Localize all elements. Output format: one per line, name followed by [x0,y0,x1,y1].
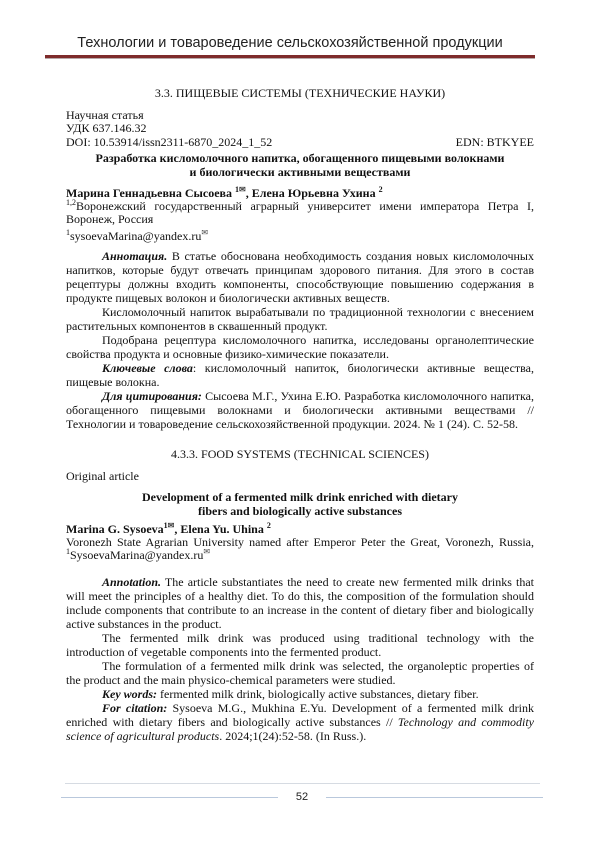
envelope-icon: ✉ [201,228,208,237]
affiliation-text: Voronezh State Agrarian University named after Emperor Peter the Great, Voronezh, Russia, [66,536,534,549]
paragraph: Кисломолочный напиток вырабатывали по традиционной технологии с внесением растительных компонентов в сквашенный продукт. [66,305,534,333]
title-line: Разработка кисломолочного напитка, обогащенного пищевыми волокнами [66,151,534,165]
affiliation-ru [66,200,534,227]
author-name: Елена Юрьевна Ухина [252,186,379,200]
article-type-ru: Научная статья [66,109,534,122]
section-heading-ru: 3.3. ПИЩЕВЫЕ СИСТЕМЫ (ТЕХНИЧЕСКИЕ НАУКИ) [66,86,534,101]
author-name: Марина Геннадьевна Сысоева [66,186,235,200]
annotation-en [66,575,534,631]
email-link[interactable]: sysoevaMarina@yandex.ru [70,229,201,243]
section-heading-en: 4.3.3. FOOD SYSTEMS (TECHNICAL SCIENCES) [66,447,534,462]
title-line: и биологически активными веществами [66,165,534,179]
annotation-label: Аннотация. [102,249,167,263]
email-sup: 1 [66,228,70,237]
email-sup: 1 [66,547,70,556]
affiliation-text: Воронежский государственный аграрный университет имени императора Петра I, Воронеж, Россия [66,199,534,226]
keywords-text: fermented milk drink, biologically active substances, dietary fiber. [157,687,479,701]
citation-ru [66,389,534,431]
envelope-icon: ✉ [168,521,175,530]
article-title-ru [66,151,534,179]
keywords-en [66,687,534,701]
citation-en [66,701,534,743]
doi-edn-row [66,136,534,149]
citation-text: Sysoeva M.G., Mukhina E.Yu. Development of a fermented milk drink enriched with dietary fibers and biologically active substances // [66,701,534,729]
email-ru [66,229,534,244]
footer-rule-right [326,797,543,798]
citation-journal: Technology and commodity science of agricultural products [66,715,534,743]
citation-text: Сысоева М.Г., Ухина Е.Ю. Разработка кисломолочного напитка, обогащенного пищевыми волокнами и биологически активными веществами // Технологии и товароведение сельскохозяйственной продукции. 2024. № 1 (24). С. 52-58. [66,389,534,431]
keywords-label: Ключевые слова [102,361,193,375]
envelope-icon: ✉ [203,547,210,556]
udk: УДК 637.146.32 [66,122,534,135]
title-line: fibers and biologically active substances [66,504,534,518]
article-type-en: Original article [66,469,534,484]
annotation-label: Annotation. [102,575,161,589]
author-sup: 1 [235,185,239,194]
author-sup: 2 [379,185,383,194]
page-number: 52 [278,791,326,803]
keywords-label: Key words: [102,687,157,701]
author-name: Marina G. Sysoeva [66,522,164,536]
paragraph: The formulation of a fermented milk drink was selected, the organoleptic properties of the product and the main physico-chemical parameters were studied. [66,659,534,687]
separator: , [174,522,180,536]
author-name: Elena Yu. Uhina [180,522,266,536]
separator: , [246,186,252,200]
article-title-en [66,490,534,518]
citation-tail: . 2024;1(24):52-58. (In Russ.). [219,729,366,743]
envelope-icon: ✉ [239,185,246,194]
annotation-ru [66,249,534,305]
email-link[interactable]: SysoevaMarina@yandex.ru [70,548,203,562]
footer-rule [65,783,540,784]
doi[interactable]: DOI: 10.53914/issn2311-6870_2024_1_52 [66,136,272,149]
affiliation-en [66,536,534,563]
abstract-en [66,575,534,743]
author-sup: 2 [267,521,271,530]
header-rule [45,55,535,59]
keywords-text: : кисломолочный напиток, биологически активные вещества, пищевые волокна. [66,361,534,389]
paragraph: The fermented milk drink was produced using traditional technology with the introduction of vegetable components into the fermented product. [66,631,534,659]
title-line: Development of a fermented milk drink enriched with dietary [66,490,534,504]
citation-label: For citation: [102,701,167,715]
email-en [66,549,534,562]
author-sup: 1 [164,521,168,530]
article-meta-ru [66,109,534,149]
footer-rule-left [61,797,278,798]
edn: EDN: BTKYEE [456,136,534,149]
paragraph: Подобрана рецептура кисломолочного напитка, исследованы органолептические свойства продукта и основные физико-химические показатели. [66,333,534,361]
annotation-text: The article substantiates the need to create new fermented milk drinks that will meet the principles of a healthy diet. To do this, the composition of the formulation should include components that contribute to an increase in the content of dietary fiber and biologically active substances in the product. [66,575,534,631]
affil-sup: 1,2 [66,198,76,207]
keywords-ru [66,361,534,389]
abstract-ru [66,249,534,431]
citation-label: Для цитирования: [102,389,202,403]
journal-header-title: Технологии и товароведение сельскохозяйственной продукции [45,35,535,51]
annotation-text: В статье обоснована необходимость создания новых кисломолочных напитков, которые будут отвечать принципам здорового питания. Для этого в состав рецептуры должны входить компоненты, способствующие повышению содержания в продукте пищевых волокон и биологически активных веществ. [66,249,534,305]
